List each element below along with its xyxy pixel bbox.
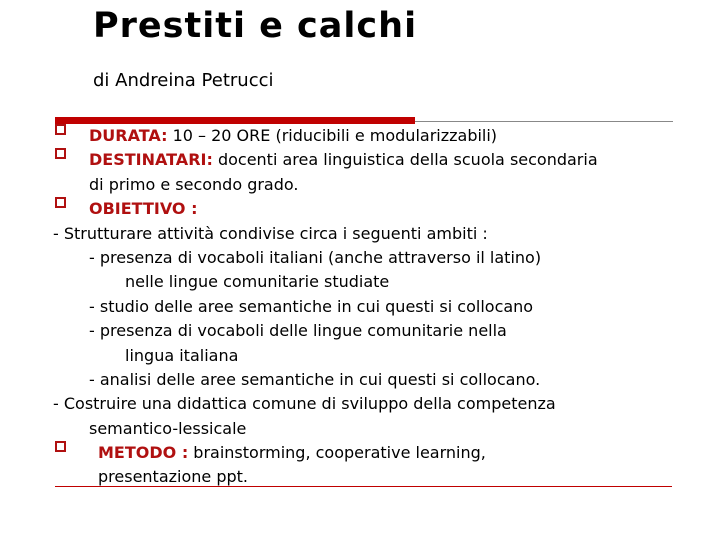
objective-text: - presenza di vocaboli delle lingue comunitarie nella [89,321,507,341]
square-bullet-icon [55,124,66,135]
objective-line [0,344,720,368]
list-item-durata [0,124,720,148]
durata-label: DURATA: [89,126,168,145]
title-underline-accent [55,117,415,124]
objective-text: - studio delle aree semantiche in cui questi si collocano [89,296,534,316]
destinatari-label: DESTINATARI: [89,150,213,170]
bottom-rule [55,486,672,487]
metodo-label: METODO : [98,443,189,463]
objective-line [0,319,720,343]
metodo-text: brainstorming, cooperative learning, [188,443,486,463]
obiettivo-label: OBIETTIVO : [89,199,198,219]
list-item-metodo [0,441,720,465]
destinatari-text: docenti area linguistica della scuola secondaria [212,150,598,170]
list-item-obiettivo [0,197,720,221]
objective-text: - analisi delle aree semantiche in cui questi si collocano. [89,369,541,389]
destinatari-cont-text: di primo e secondo grado. [89,174,299,194]
objective-text: - Costruire una didattica comune di sviluppo della competenza [53,394,556,414]
objective-line [0,295,720,319]
list-item-destinatari-cont [0,173,720,197]
objective-line [0,417,720,441]
objective-line [0,368,720,392]
objective-text: lingua italiana [125,345,239,365]
title-underline-rule [415,121,673,122]
slide-title: Prestiti e calchi [93,6,418,46]
durata-text: 10 – 20 ORE (riducibili e modularizzabili) [167,126,498,145]
objective-line [0,246,720,270]
list-item-destinatari [0,148,720,172]
objective-text: semantico-lessicale [89,418,247,438]
slide-body [0,124,720,490]
objective-line [0,270,720,294]
metodo-cont-text: presentazione ppt. [98,467,248,487]
square-bullet-icon [55,441,66,452]
objective-text: - Strutturare attività condivise circa i seguenti ambiti : [53,223,488,243]
slide-subtitle: di Andreina Petrucci [93,70,274,91]
square-bullet-icon [55,148,66,159]
objective-line [0,392,720,416]
objective-text: - presenza di vocaboli italiani (anche attraverso il latino) [89,247,542,267]
objective-line [0,222,720,246]
square-bullet-icon [55,197,66,208]
objective-text: nelle lingue comunitarie studiate [125,272,390,292]
